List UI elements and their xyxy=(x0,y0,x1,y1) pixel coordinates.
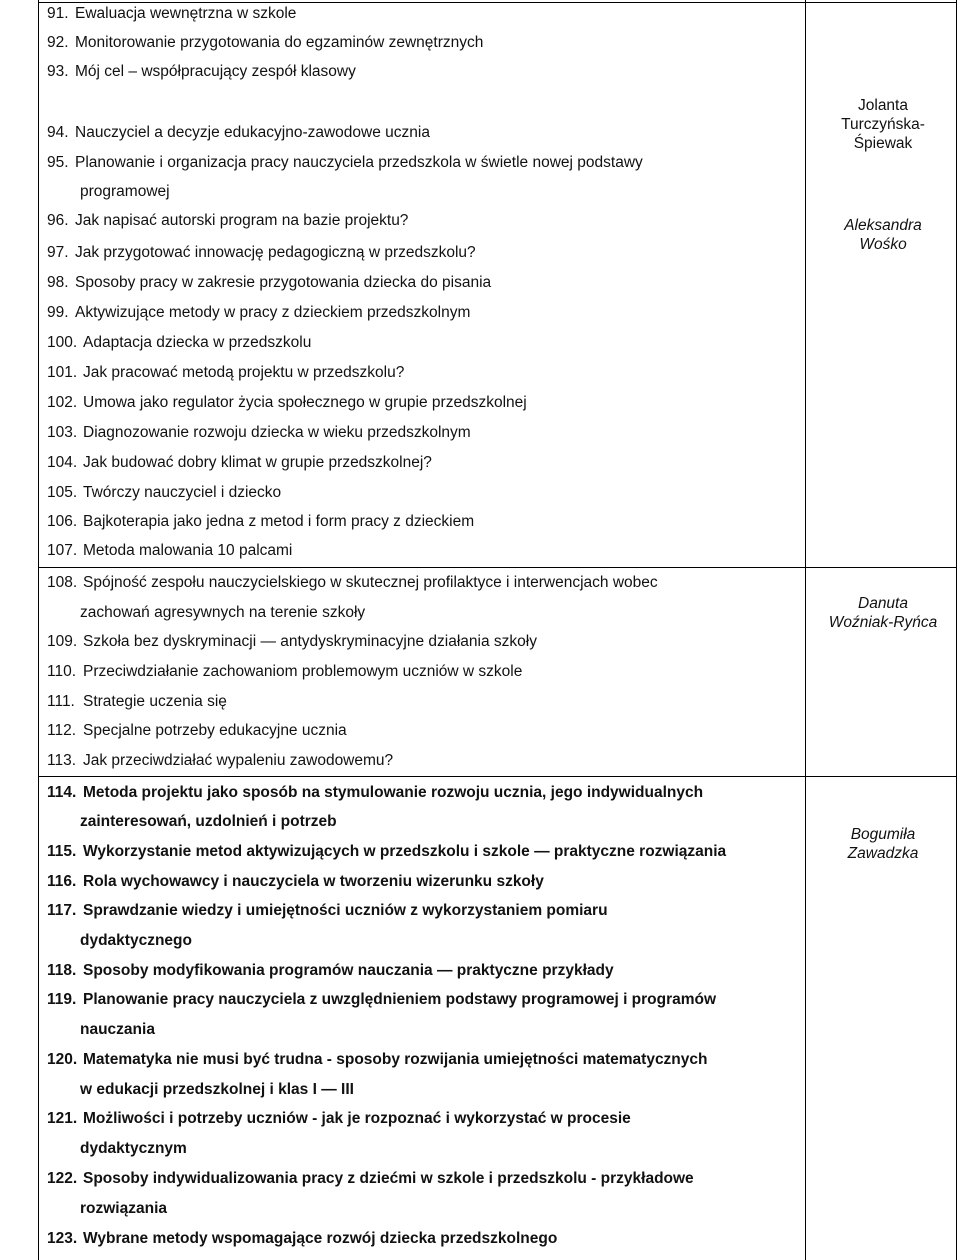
topic-title: Jak przygotować innowację pedagogiczną w przedszkolu? xyxy=(75,244,476,261)
topic-number: 99. xyxy=(47,304,69,321)
topic-item xyxy=(47,1051,708,1069)
topic-title: Jak pracować metodą projektu w przedszkolu? xyxy=(83,364,405,381)
topic-number: 121. xyxy=(47,1110,78,1127)
topic-number: 94. xyxy=(47,124,69,141)
topic-title: Możliwości i potrzeby uczniów - jak je rozpoznać i wykorzystać w procesie xyxy=(83,1110,631,1127)
author-name xyxy=(806,825,960,863)
topic-number: 100. xyxy=(47,334,78,351)
topic-title: Planowanie i organizacja pracy nauczyciela przedszkola w świetle nowej podstawy xyxy=(75,154,643,171)
topic-continuation xyxy=(80,1140,187,1158)
topic-title: Matematyka nie musi być trudna - sposoby rozwijania umiejętności matematycznych xyxy=(83,1051,708,1068)
topic-number: 101. xyxy=(47,364,78,381)
topic-title: Umowa jako regulator życia społecznego w grupie przedszkolnej xyxy=(83,394,527,411)
topic-title: Przeciwdziałanie zachowaniom problemowym uczniów w szkole xyxy=(83,663,523,680)
author-name xyxy=(806,594,960,632)
topic-number: 96. xyxy=(47,212,69,229)
topic-number: 102. xyxy=(47,394,78,411)
topic-item xyxy=(47,154,643,172)
topic-title: Sprawdzanie wiedzy i umiejętności uczniów z wykorzystaniem pomiaru xyxy=(83,902,608,919)
topic-continuation xyxy=(80,183,170,201)
topic-number: 112. xyxy=(47,722,77,739)
topic-title: Jak przeciwdziałać wypaleniu zawodowemu? xyxy=(83,752,394,769)
topic-title: Jak napisać autorski program na bazie projektu? xyxy=(75,212,409,229)
topic-title: Twórczy nauczyciel i dziecko xyxy=(83,484,282,501)
topic-item xyxy=(47,784,703,802)
author-name-line: Śpiewak xyxy=(853,135,913,152)
topic-title: zainteresowań, uzdolnień i potrzeb xyxy=(80,813,337,830)
topic-title: Metoda projektu jako sposób na stymulowanie rozwoju ucznia, jego indywidualnych xyxy=(83,784,704,801)
topic-number: 110. xyxy=(47,663,77,680)
topic-title: Wykorzystanie metod aktywizujących w przedszkolu i szkole — praktyczne rozwiązania xyxy=(83,843,727,860)
topic-number: 105. xyxy=(47,484,78,501)
topic-number: 98. xyxy=(47,274,69,291)
topic-number: 104. xyxy=(47,454,78,471)
topic-continuation xyxy=(80,604,365,622)
author-name xyxy=(806,96,960,153)
topic-number: 120. xyxy=(47,1051,78,1068)
topic-title: Strategie uczenia się xyxy=(83,693,227,710)
author-name-line: Jolanta xyxy=(858,97,908,114)
topic-number: 113. xyxy=(47,752,77,769)
topic-title: dydaktycznego xyxy=(80,932,192,949)
topic-item xyxy=(47,574,658,592)
topic-item xyxy=(47,424,471,442)
topic-title: Adaptacja dziecka w przedszkolu xyxy=(83,334,312,351)
topic-item xyxy=(47,1110,631,1128)
topic-number: 103. xyxy=(47,424,78,441)
topic-title: Spójność zespołu nauczycielskiego w skutecznej profilaktyce i interwencjach wobec xyxy=(83,574,658,591)
topic-item xyxy=(47,484,281,502)
topic-title: Specjalne potrzeby edukacyjne ucznia xyxy=(83,722,347,739)
topic-item xyxy=(47,752,393,770)
topic-item xyxy=(47,693,227,711)
topic-title: nauczania xyxy=(80,1021,155,1038)
row-divider xyxy=(38,776,957,777)
topic-title: Rola wychowawcy i nauczyciela w tworzeniu wizerunku szkoły xyxy=(83,873,544,890)
topic-item xyxy=(47,1170,694,1188)
topic-continuation xyxy=(80,932,192,950)
topic-item xyxy=(47,991,716,1009)
topic-item xyxy=(47,663,522,681)
topic-title: Nauczyciel a decyzje edukacyjno-zawodowe ucznia xyxy=(75,124,430,141)
topic-title: Ewaluacja wewnętrzna w szkole xyxy=(75,5,297,22)
topic-title: Aktywizujące metody w pracy z dzieckiem przedszkolnym xyxy=(75,304,471,321)
topic-number: 91. xyxy=(47,5,69,22)
topic-continuation xyxy=(80,1200,167,1218)
author-name-line: Woźniak-Ryńca xyxy=(828,614,938,631)
author-name-line: Bogumiła xyxy=(850,826,916,843)
topic-number: 119. xyxy=(47,991,77,1008)
topic-item xyxy=(47,5,296,23)
topic-title: Monitorowanie przygotowania do egzaminów zewnętrznych xyxy=(75,34,484,51)
topic-number: 107. xyxy=(47,542,78,559)
topic-item xyxy=(47,124,430,142)
topic-title: Metoda malowania 10 palcami xyxy=(83,542,293,559)
topic-continuation xyxy=(80,813,337,831)
topic-title: Szkoła bez dyskryminacji — antydyskryminacyjne działania szkoły xyxy=(83,633,537,650)
topic-continuation xyxy=(80,1021,155,1039)
topic-number: 108. xyxy=(47,574,78,591)
topic-item xyxy=(47,722,347,740)
topic-item xyxy=(47,454,432,472)
topic-item xyxy=(47,1230,557,1248)
topic-number: 106. xyxy=(47,513,78,530)
author-name-line: Danuta xyxy=(858,595,908,612)
topic-item xyxy=(47,843,726,861)
topic-item xyxy=(47,212,408,230)
topic-item xyxy=(47,873,544,891)
topic-title: programowej xyxy=(80,183,170,200)
topic-item xyxy=(47,244,476,262)
topic-item xyxy=(47,63,356,81)
topic-item xyxy=(47,364,404,382)
topic-item xyxy=(47,962,614,980)
topic-title: Jak budować dobry klimat w grupie przedszkolnej? xyxy=(83,454,432,471)
topic-title: Bajkoterapia jako jedna z metod i form pracy z dzieckiem xyxy=(83,513,475,530)
topic-title: Planowanie pracy nauczyciela z uwzględnieniem podstawy programowej i programów xyxy=(83,991,717,1008)
author-name-line: Aleksandra xyxy=(844,217,922,234)
topic-item xyxy=(47,902,608,920)
topic-item xyxy=(47,394,527,412)
topic-number: 114. xyxy=(47,784,77,801)
table-top-border xyxy=(38,2,957,3)
topic-number: 92. xyxy=(47,34,69,51)
author-name xyxy=(806,216,960,254)
topic-number: 97. xyxy=(47,244,69,261)
topic-number: 122. xyxy=(47,1170,78,1187)
author-name-line: Zawadzka xyxy=(847,845,919,862)
topic-title: Mój cel – współpracujący zespół klasowy xyxy=(75,63,356,80)
topic-item xyxy=(47,633,537,651)
topic-title: rozwiązania xyxy=(80,1200,167,1217)
row-divider xyxy=(38,567,957,568)
topic-item xyxy=(47,274,491,292)
topic-item xyxy=(47,34,483,52)
topic-number: 123. xyxy=(47,1230,78,1247)
topic-item xyxy=(47,304,470,322)
author-name-line: Turczyńska- xyxy=(841,116,925,133)
author-name-line: Wośko xyxy=(859,236,907,253)
topic-title: w edukacji przedszkolnej i klas I — III xyxy=(80,1081,354,1098)
topic-continuation xyxy=(80,1081,354,1099)
topic-title: Wybrane metody wspomagające rozwój dziecka przedszkolnego xyxy=(83,1230,558,1247)
topic-title: Diagnozowanie rozwoju dziecka w wieku przedszkolnym xyxy=(83,424,471,441)
topic-title: dydaktycznym xyxy=(80,1140,187,1157)
topic-number: 93. xyxy=(47,63,69,80)
topic-title: Sposoby indywidualizowania pracy z dziećmi w szkole i przedszkolu - przykładowe xyxy=(83,1170,694,1187)
topic-item xyxy=(47,334,311,352)
topic-item xyxy=(47,513,474,531)
topic-title: Sposoby pracy w zakresie przygotowania dziecka do pisania xyxy=(75,274,492,291)
topic-number: 117. xyxy=(47,902,77,919)
topic-number: 118. xyxy=(47,962,77,979)
topic-number: 109. xyxy=(47,633,78,650)
topic-title: Sposoby modyfikowania programów nauczania — praktyczne przykłady xyxy=(83,962,614,979)
topic-number: 111. xyxy=(47,693,75,710)
topic-title: zachowań agresywnych na terenie szkoły xyxy=(80,604,366,621)
topic-number: 116. xyxy=(47,873,77,890)
topic-number: 95. xyxy=(47,154,69,171)
topic-item xyxy=(47,542,292,560)
table-left-border xyxy=(38,0,39,1260)
topic-number: 115. xyxy=(47,843,77,860)
